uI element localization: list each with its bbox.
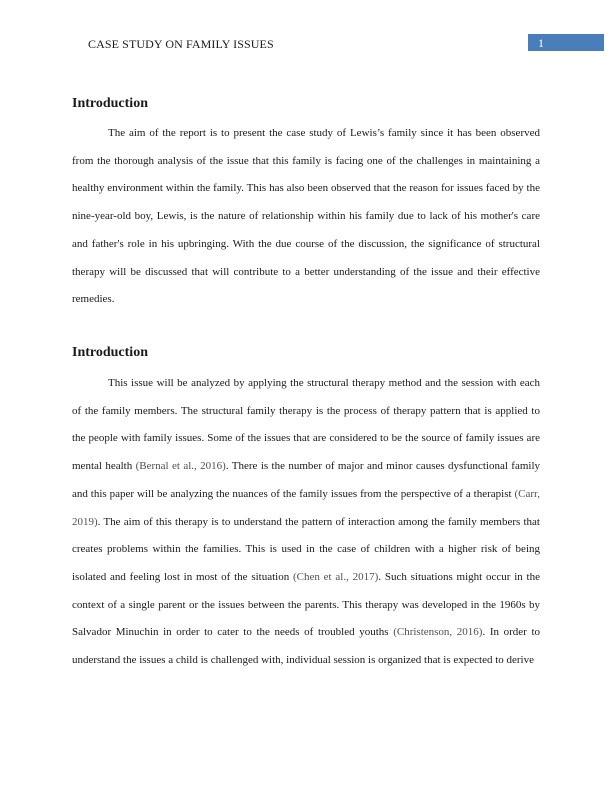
paragraph-text: . Such situations might occur in the context of a single parent or the issues between the parents. This therapy was developed in the 1960s by Salvador Minuchin in order to cater to the needs of troubled youths: [72, 570, 540, 639]
running-header-title: CASE STUDY ON FAMILY ISSUES: [88, 37, 274, 51]
paragraph-text: The aim of the report is to present the case study of Lewis’s family since it has been observed from the thorough analysis of the issue that this family is facing one of the challenges in maintaining a healthy environment within the family. This has also been observed that the reason for issues faced by the nine-year-old boy, Lewis, is the nature of relationship within his family due to lack of his mother's care and father's role in his upbringing. With the due course of the discussion, the significance of structural therapy will be discussed that will contribute to a better understanding of the issue and their effective remedies.: [72, 127, 540, 306]
section-heading-introduction-2: Introduction: [72, 345, 148, 360]
citation: (Chen et al., 2017): [293, 570, 379, 583]
section-paragraph: [72, 120, 540, 314]
page-number-box: [528, 34, 604, 51]
paragraph-text: . In order to understand the issues a child is challenged with, individual session is organized that is expected to derive: [72, 626, 541, 667]
section-paragraph-2: [72, 370, 540, 675]
citation: (Christenson, 2016): [393, 626, 483, 639]
paragraph-text: . There is the number of major and minor causes dysfunctional family and this paper will be analyzing the nuances of the family issues from the perspective of a therapist: [72, 460, 541, 500]
page-number: 1: [538, 36, 544, 50]
citation: (Carr, 2019): [72, 487, 540, 528]
paragraph-text: This issue will be analyzed by applying the structural therapy method and the session with each of the family members. The structural family therapy is the process of therapy pattern that is applied to the people with family issues. Some of the issues that are considered to be the source of family issues are mental health: [72, 377, 540, 473]
citation: (Bernal et al., 2016): [135, 460, 226, 473]
section-heading-introduction: Introduction: [72, 96, 148, 111]
paragraph-text: . The aim of this therapy is to understand the pattern of interaction among the family members that creates problems within the families. This is used in the case of children with a higher risk of being isolated and feeling lost in most of the situation: [72, 515, 540, 583]
